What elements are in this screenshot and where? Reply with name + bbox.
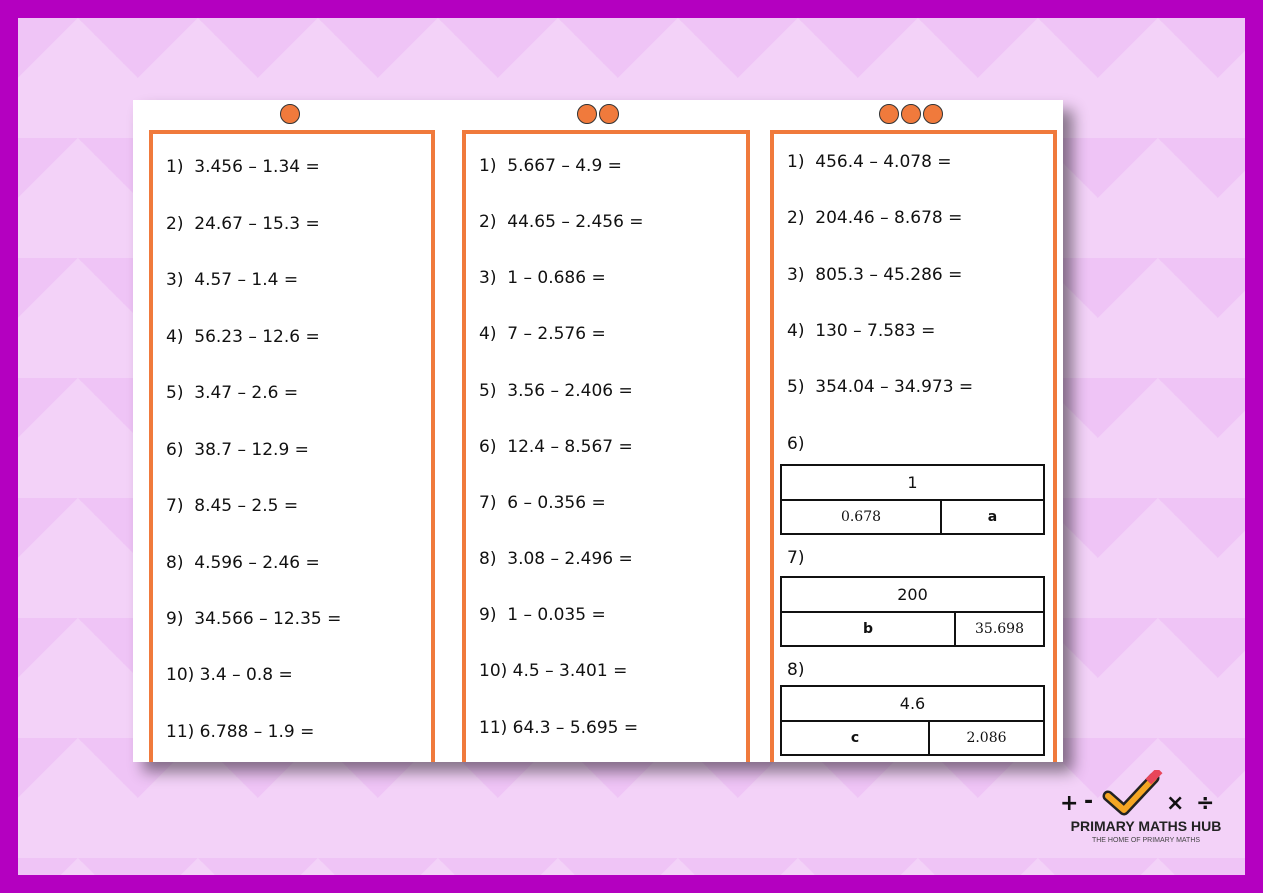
difficulty-1-dots — [280, 104, 300, 126]
question-item: 2) 24.67 – 15.3 = — [166, 214, 320, 234]
question-item: 7) 6 – 0.356 = — [479, 493, 606, 513]
question-item: 1) 456.4 – 4.078 = — [787, 152, 952, 172]
question-item: 8) — [787, 660, 805, 680]
bar-model-whole: 1 — [782, 466, 1043, 501]
difficulty-dot-icon — [577, 104, 597, 124]
difficulty-3-dots — [879, 104, 943, 126]
bar-model — [780, 576, 1045, 647]
difficulty-dot-icon — [923, 104, 943, 124]
bar-model-part: 35.698 — [975, 621, 1024, 637]
bar-model-unknown: b — [782, 613, 956, 645]
question-item: 4) 130 – 7.583 = — [787, 321, 936, 341]
difficulty-dot-icon — [901, 104, 921, 124]
question-item: 3) 1 – 0.686 = — [479, 268, 606, 288]
question-item: 7) — [787, 548, 805, 568]
multiply-icon: × — [1166, 791, 1185, 816]
question-item: 5) 3.56 – 2.406 = — [479, 381, 633, 401]
question-item: 11) 6.788 – 1.9 = — [166, 722, 315, 742]
bar-model-whole: 200 — [782, 578, 1043, 613]
question-item: 6) 12.4 – 8.567 = — [479, 437, 633, 457]
logo-subtitle: THE HOME OF PRIMARY MATHS — [1091, 837, 1201, 844]
difficulty-dot-icon — [280, 104, 300, 124]
question-item: 6) — [787, 434, 805, 454]
bar-model-part: 0.678 — [782, 501, 942, 533]
question-item: 10) 3.4 – 0.8 = — [166, 665, 293, 685]
question-column-3 — [770, 130, 1057, 762]
question-item: 6) 38.7 – 12.9 = — [166, 440, 309, 460]
bar-model-whole: 4.6 — [782, 687, 1043, 722]
logo-title: PRIMARY MATHS HUB — [1070, 818, 1222, 834]
question-column-1 — [149, 130, 435, 762]
question-item: 9) 1 – 0.035 = — [479, 605, 606, 625]
primary-maths-hub-logo — [1046, 770, 1245, 850]
question-item: 2) 204.46 – 8.678 = — [787, 208, 963, 228]
question-item: 8) 3.08 – 2.496 = — [479, 549, 633, 569]
question-item: 4) 56.23 – 12.6 = — [166, 327, 320, 347]
question-item: 5) 3.47 – 2.6 = — [166, 383, 299, 403]
difficulty-dot-icon — [879, 104, 899, 124]
plus-icon: + — [1060, 791, 1079, 816]
question-item: 10) 4.5 – 3.401 = — [479, 661, 628, 681]
bar-model-unknown: a — [987, 509, 998, 525]
question-item: 4) 7 – 2.576 = — [479, 324, 606, 344]
question-item: 11) 64.3 – 5.695 = — [479, 718, 639, 738]
question-item: 9) 34.566 – 12.35 = — [166, 609, 342, 629]
question-item: 3) 4.57 – 1.4 = — [166, 270, 299, 290]
question-item: 3) 805.3 – 45.286 = — [787, 265, 963, 285]
bar-model — [780, 685, 1045, 756]
worksheet — [133, 100, 1063, 762]
question-item: 2) 44.65 – 2.456 = — [479, 212, 644, 232]
question-item: 1) 3.456 – 1.34 = — [166, 157, 320, 177]
question-item: 7) 8.45 – 2.5 = — [166, 496, 299, 516]
maths-symbols-icon — [1046, 770, 1245, 818]
difficulty-2-dots — [577, 104, 619, 126]
difficulty-dot-icon — [599, 104, 619, 124]
question-column-2 — [462, 130, 750, 762]
question-item: 8) 4.596 – 2.46 = — [166, 553, 320, 573]
question-item: 5) 354.04 – 34.973 = — [787, 377, 974, 397]
bar-model — [780, 464, 1045, 535]
background-frame — [18, 18, 1245, 875]
minus-icon: - — [1084, 789, 1094, 814]
bar-model-unknown: c — [782, 722, 930, 754]
divide-icon: ÷ — [1196, 791, 1215, 816]
question-item: 1) 5.667 – 4.9 = — [479, 156, 622, 176]
bar-model-part: 2.086 — [966, 730, 1007, 746]
